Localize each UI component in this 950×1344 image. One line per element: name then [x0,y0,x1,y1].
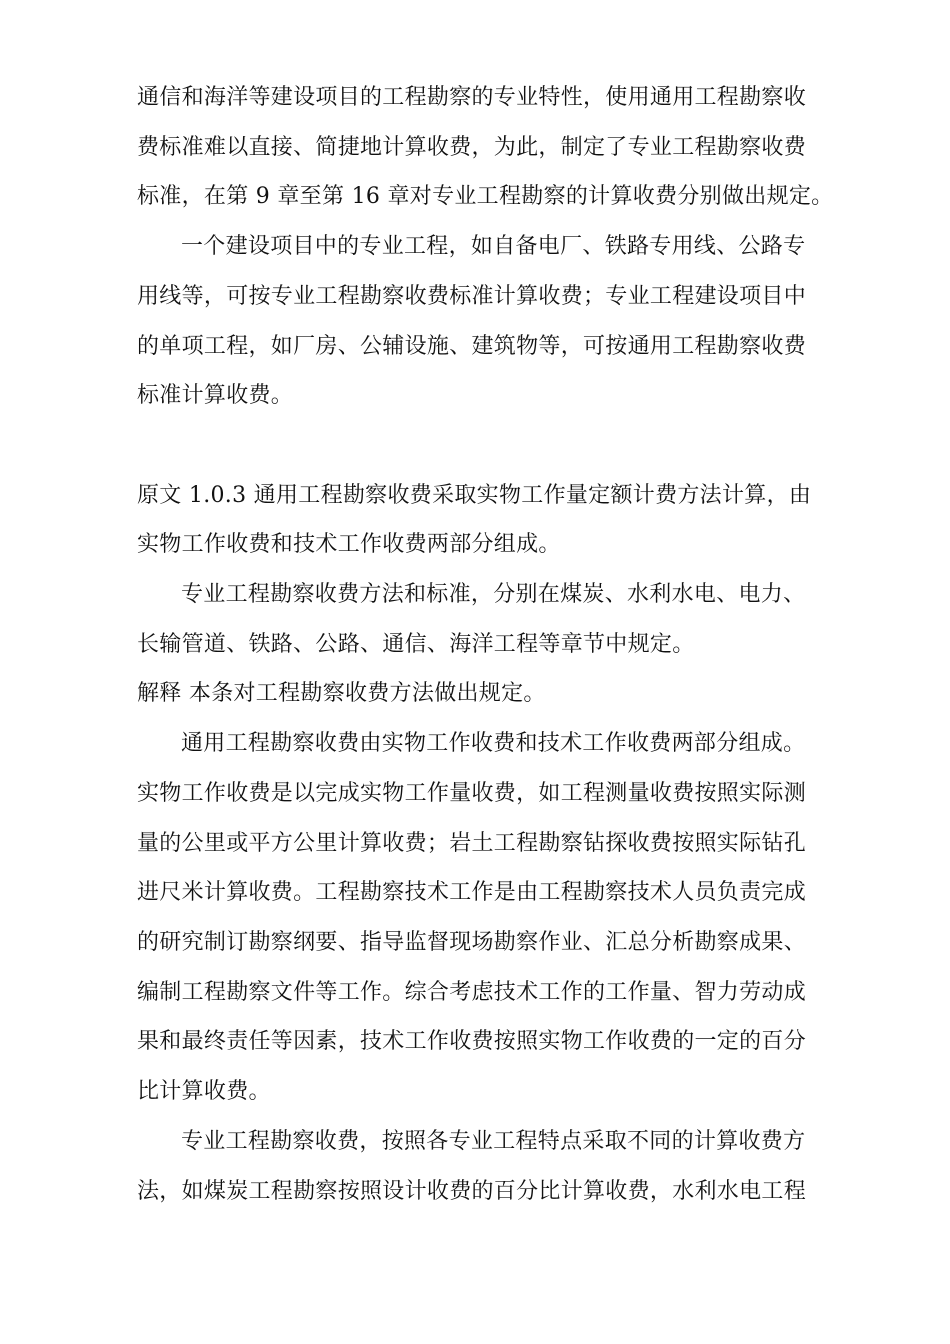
text-line-3: 标准，在第 9 章至第 16 章对专业工程勘察的计算收费分别做出规定。 [137,184,834,209]
text-line-13: 通用工程勘察收费由实物工作收费和技术工作收费两部分组成。 [181,731,806,756]
text-line-9: 实物工作收费和技术工作收费两部分组成。 [137,532,561,557]
text-line-19: 果和最终责任等因素，技术工作收费按照实物工作收费的一定的百分 [137,1029,807,1054]
text-line-10: 专业工程勘察收费方法和标准，分别在煤炭、水利水电、电力、 [181,582,806,607]
text-line-12: 解释 本条对工程勘察收费方法做出规定。 [137,681,546,706]
text-line-1: 通信和海洋等建设项目的工程勘察的专业特性，使用通用工程勘察收 [137,85,807,110]
text-line-2: 费标准难以直接、简捷地计算收费，为此，制定了专业工程勘察收费 [137,135,807,160]
text-line-4: 一个建设项目中的专业工程，如自备电厂、铁路专用线、公路专 [181,234,806,259]
text-line-20: 比计算收费。 [137,1079,271,1104]
text-line-18: 编制工程勘察文件等工作。综合考虑技术工作的工作量、智力劳动成 [137,980,807,1005]
text-line-7: 标准计算收费。 [137,383,294,408]
text-line-17: 的研究制订勘察纲要、指导监督现场勘察作业、汇总分析勘察成果、 [137,930,807,955]
text-line-8: 原文 1.0.3 通用工程勘察收费采取实物工作量定额计费方法计算，由 [137,483,812,508]
text-line-15: 量的公里或平方公里计算收费；岩土工程勘察钻探收费按照实际钻孔 [137,831,807,856]
text-line-16: 进尺米计算收费。工程勘察技术工作是由工程勘察技术人员负责完成 [137,880,807,905]
text-line-21: 专业工程勘察收费，按照各专业工程特点采取不同的计算收费方 [181,1129,806,1154]
text-line-6: 的单项工程，如厂房、公辅设施、建筑物等，可按通用工程勘察收费 [137,334,807,359]
text-line-11: 长输管道、铁路、公路、通信、海洋工程等章节中规定。 [137,632,695,657]
text-line-5: 用线等，可按专业工程勘察收费标准计算收费；专业工程建设项目中 [137,284,807,309]
text-line-22: 法，如煤炭工程勘察按照设计收费的百分比计算收费，水利水电工程 [137,1179,807,1204]
text-line-14: 实物工作收费是以完成实物工作量收费，如工程测量收费按照实际测 [137,781,807,806]
